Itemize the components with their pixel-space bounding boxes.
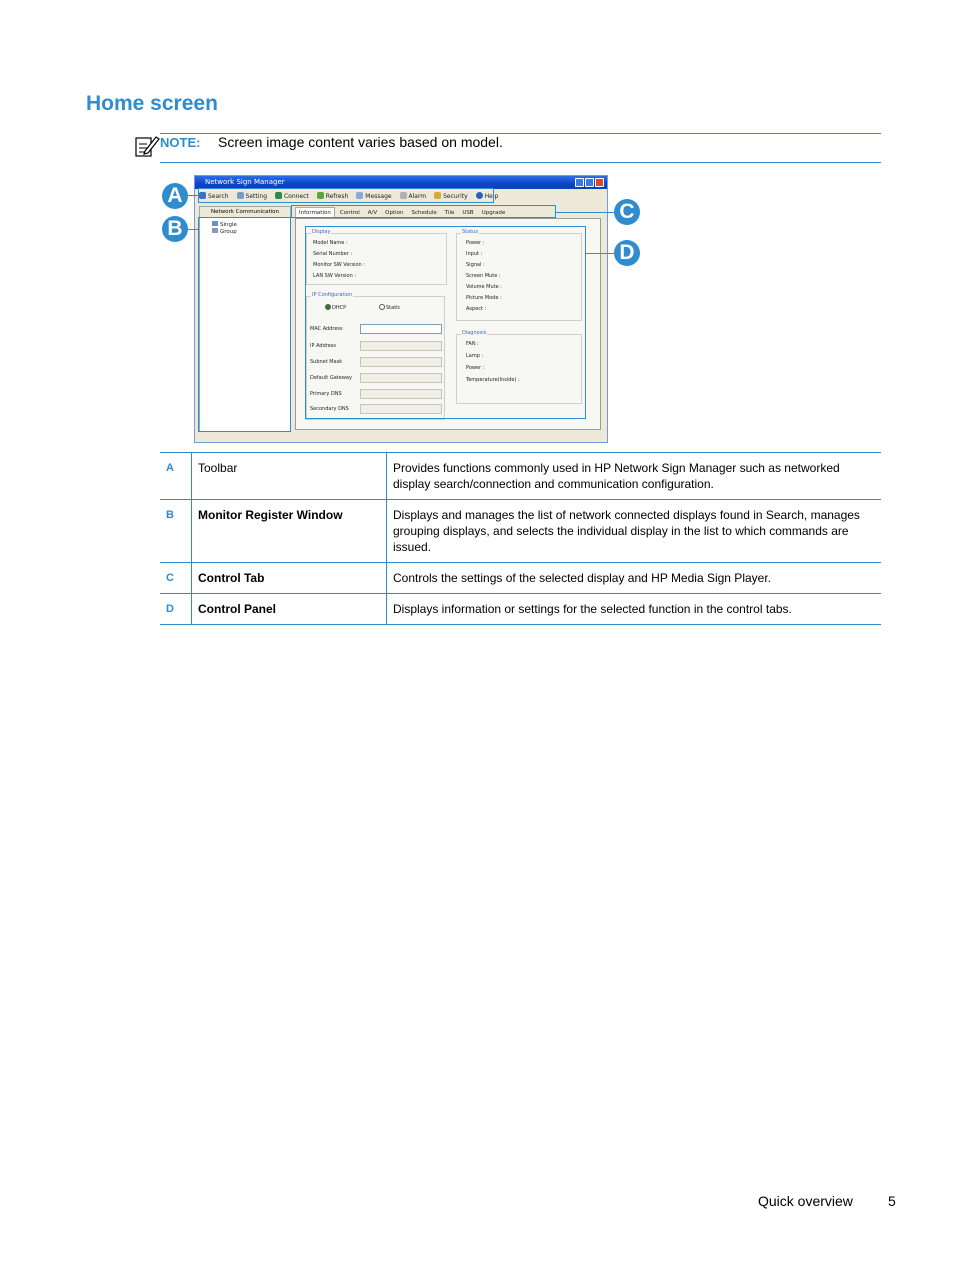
tab-control: Control <box>339 210 360 216</box>
tree-item-group: Group <box>212 228 237 235</box>
display-group-title: Display <box>312 229 331 235</box>
table-row <box>160 500 881 563</box>
callout-a-badge: A <box>162 183 188 209</box>
table-row <box>160 594 881 625</box>
label-secondary-dns: Secondary DNS <box>310 406 349 412</box>
field-picture-mode: Picture Mode : <box>466 295 502 301</box>
toolbar-security: Security <box>434 191 468 203</box>
tab-information: Information <box>295 207 335 218</box>
callout-d-badge: D <box>614 240 640 266</box>
tab-option: Option <box>385 210 404 216</box>
legend-key: D <box>160 594 192 625</box>
legend-term: Toolbar <box>192 453 387 500</box>
callout-a-box <box>198 188 494 203</box>
legend-term: Control Tab <box>192 563 387 594</box>
maximize-icon <box>585 178 594 187</box>
table-row <box>160 453 881 500</box>
ip-group-title: IP Configuration <box>312 292 352 298</box>
field-screen-mute: Screen Mute : <box>466 273 501 279</box>
radio-static: Static <box>379 304 400 311</box>
label-default-gateway: Default Gateway <box>310 375 352 381</box>
legend-term: Control Panel <box>192 594 387 625</box>
field-lan-sw-version: LAN SW Version : <box>313 273 357 279</box>
label-ip-address: IP Address <box>310 343 336 349</box>
legend-table <box>160 452 881 625</box>
legend-description: Displays and manages the list of network connected displays found in Search, manages grouping displays, and selects the individual display in the list to which commands are issued. <box>387 500 882 563</box>
callout-c-line <box>556 212 614 213</box>
field-signal: Signal : <box>466 262 485 268</box>
callout-b-box <box>198 217 291 432</box>
field-volume-mute: Volume Mute : <box>466 284 502 290</box>
diagnosis-group-title: Diagnosis <box>462 330 487 336</box>
status-group-title: Status <box>462 229 478 235</box>
callout-b-line <box>188 229 198 230</box>
label-primary-dns: Primary DNS <box>310 391 342 397</box>
note-text: Screen image content varies based on model. <box>218 134 503 150</box>
note-icon <box>134 134 160 158</box>
legend-description: Controls the settings of the selected display and HP Media Sign Player. <box>387 563 882 594</box>
field-lamp: Lamp : <box>466 353 484 359</box>
page-heading: Home screen <box>86 92 218 115</box>
note-bottom-rule <box>160 162 881 163</box>
legend-description: Displays information or settings for the selected function in the control tabs. <box>387 594 882 625</box>
table-row <box>160 563 881 594</box>
callout-c-box <box>291 205 556 218</box>
callout-b-badge: B <box>162 216 188 242</box>
toolbar-setting: Setting <box>237 191 267 203</box>
left-pane-header: Network Communication <box>200 207 290 218</box>
toolbar-alarm: Alarm <box>400 191 427 203</box>
field-aspect: Aspect : <box>466 306 487 312</box>
page-number: 5 <box>888 1193 896 1209</box>
tab-usb: USB <box>462 210 474 216</box>
label-mac-address: MAC Address <box>310 326 343 332</box>
field-diag-power: Power : <box>466 365 485 371</box>
callout-d-box <box>305 226 586 419</box>
legend-key: A <box>160 453 192 500</box>
field-serial-number: Serial Number : <box>313 251 353 257</box>
tab-schedule: Schedule <box>411 210 437 216</box>
radio-dhcp: DHCP <box>325 304 346 311</box>
field-input: Input : <box>466 251 483 257</box>
toolbar-message: Message <box>356 191 391 203</box>
legend-term: Monitor Register Window <box>192 500 387 563</box>
tree-item-single: Single <box>212 221 237 228</box>
toolbar-search: Search <box>199 191 229 203</box>
tab-tile: Tile <box>444 210 455 216</box>
field-power: Power : <box>466 240 485 246</box>
toolbar-help: Help <box>476 191 499 203</box>
callout-c-badge: C <box>614 199 640 225</box>
callout-a-line <box>188 195 198 196</box>
field-model-name: Model Name : <box>313 240 348 246</box>
legend-description: Provides functions commonly used in HP Network Sign Manager such as networked display search/connection and communication configuration. <box>387 453 882 500</box>
field-temperature: Temperature(Inside) : <box>466 377 520 383</box>
minimize-icon <box>575 178 584 187</box>
footer-section-title: Quick overview <box>758 1193 853 1209</box>
label-subnet-mask: Subnet Mask <box>310 359 343 365</box>
tab-av: A/V <box>367 210 378 216</box>
legend-key: B <box>160 500 192 563</box>
window-title: Network Sign Manager <box>205 178 285 186</box>
close-icon <box>595 178 604 187</box>
field-fan: FAN : <box>466 341 479 347</box>
tab-upgrade: Upgrade <box>481 210 506 216</box>
note-label: NOTE: <box>160 135 201 150</box>
field-monitor-sw-version: Monitor SW Version : <box>313 262 365 268</box>
toolbar-connect: Connect <box>275 191 309 203</box>
toolbar-refresh: Refresh <box>317 191 349 203</box>
legend-key: C <box>160 563 192 594</box>
callout-d-line <box>586 253 614 254</box>
